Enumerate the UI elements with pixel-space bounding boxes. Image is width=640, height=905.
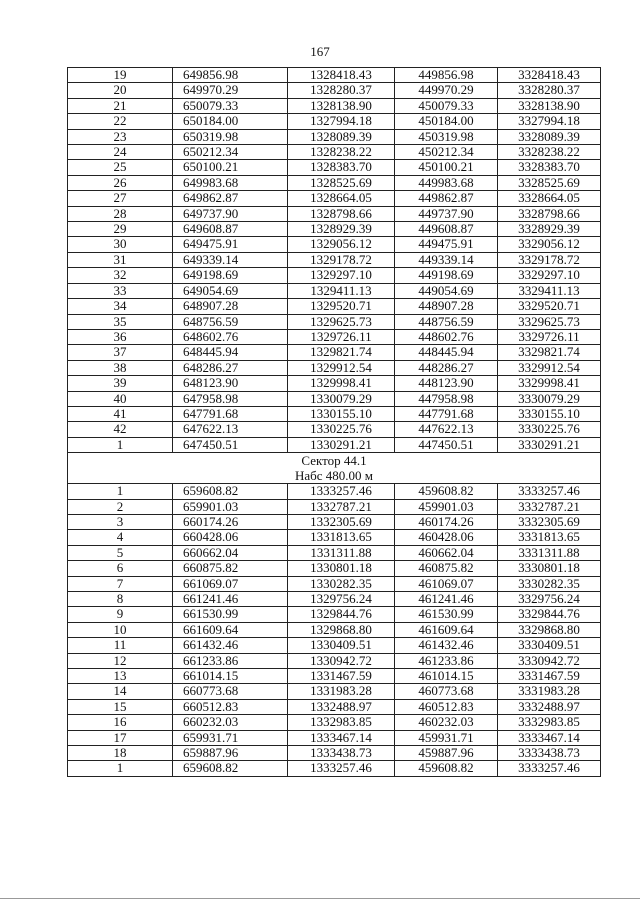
point-number-cell: 22 <box>68 114 173 129</box>
table-row <box>68 561 601 576</box>
x-coordinate-alt-cell: 449339.14 <box>395 252 498 267</box>
coordinates-table <box>67 67 601 777</box>
table-row <box>68 761 601 776</box>
x-coordinate-alt-cell: 449862.87 <box>395 191 498 206</box>
y-coordinate-alt-cell: 3328383.70 <box>498 160 601 175</box>
y-coordinate-alt-cell: 3329297.10 <box>498 268 601 283</box>
y-coordinate-cell: 1329868.80 <box>288 622 395 637</box>
x-coordinate-alt-cell: 449198.69 <box>395 268 498 283</box>
y-coordinate-cell: 1329297.10 <box>288 268 395 283</box>
table-row <box>68 699 601 714</box>
x-coordinate-cell: 650100.21 <box>173 160 288 175</box>
x-coordinate-alt-cell: 461233.86 <box>395 653 498 668</box>
x-coordinate-cell: 649198.69 <box>173 268 288 283</box>
x-coordinate-alt-cell: 449970.29 <box>395 83 498 98</box>
x-coordinate-alt-cell: 459608.82 <box>395 761 498 776</box>
point-number-cell: 1 <box>68 437 173 452</box>
x-coordinate-alt-cell: 460662.04 <box>395 545 498 560</box>
y-coordinate-alt-cell: 3328664.05 <box>498 191 601 206</box>
x-coordinate-alt-cell: 447622.13 <box>395 422 498 437</box>
y-coordinate-cell: 1330801.18 <box>288 561 395 576</box>
x-coordinate-alt-cell: 447791.68 <box>395 406 498 421</box>
y-coordinate-cell: 1331311.88 <box>288 545 395 560</box>
x-coordinate-alt-cell: 449475.91 <box>395 237 498 252</box>
y-coordinate-alt-cell: 3328525.69 <box>498 175 601 190</box>
y-coordinate-alt-cell: 3329756.24 <box>498 592 601 607</box>
x-coordinate-alt-cell: 461609.64 <box>395 622 498 637</box>
point-number-cell: 28 <box>68 206 173 221</box>
y-coordinate-cell: 1329056.12 <box>288 237 395 252</box>
x-coordinate-alt-cell: 450319.98 <box>395 129 498 144</box>
point-number-cell: 39 <box>68 376 173 391</box>
point-number-cell: 9 <box>68 607 173 622</box>
x-coordinate-cell: 650079.33 <box>173 98 288 113</box>
y-coordinate-cell: 1327994.18 <box>288 114 395 129</box>
y-coordinate-alt-cell: 3332488.97 <box>498 699 601 714</box>
x-coordinate-cell: 649475.91 <box>173 237 288 252</box>
table-row <box>68 191 601 206</box>
y-coordinate-cell: 1329411.13 <box>288 283 395 298</box>
x-coordinate-cell: 649983.68 <box>173 175 288 190</box>
table-row <box>68 437 601 452</box>
x-coordinate-cell: 649054.69 <box>173 283 288 298</box>
x-coordinate-alt-cell: 460512.83 <box>395 699 498 714</box>
x-coordinate-cell: 648445.94 <box>173 345 288 360</box>
y-coordinate-cell: 1328525.69 <box>288 175 395 190</box>
point-number-cell: 38 <box>68 360 173 375</box>
point-number-cell: 11 <box>68 638 173 653</box>
y-coordinate-cell: 1329912.54 <box>288 360 395 375</box>
point-number-cell: 4 <box>68 530 173 545</box>
y-coordinate-cell: 1332488.97 <box>288 699 395 714</box>
table-row <box>68 484 601 499</box>
point-number-cell: 7 <box>68 576 173 591</box>
x-coordinate-cell: 661241.46 <box>173 592 288 607</box>
table-row <box>68 592 601 607</box>
table-row <box>68 222 601 237</box>
y-coordinate-cell: 1331983.28 <box>288 684 395 699</box>
table-row <box>68 684 601 699</box>
y-coordinate-alt-cell: 3328238.22 <box>498 145 601 160</box>
y-coordinate-cell: 1333257.46 <box>288 761 395 776</box>
y-coordinate-cell: 1329726.11 <box>288 329 395 344</box>
x-coordinate-alt-cell: 460773.68 <box>395 684 498 699</box>
x-coordinate-alt-cell: 449054.69 <box>395 283 498 298</box>
table-row <box>68 607 601 622</box>
y-coordinate-alt-cell: 3329625.73 <box>498 314 601 329</box>
y-coordinate-cell: 1329821.74 <box>288 345 395 360</box>
point-number-cell: 36 <box>68 329 173 344</box>
y-coordinate-alt-cell: 3332983.85 <box>498 715 601 730</box>
y-coordinate-cell: 1328418.43 <box>288 68 395 83</box>
x-coordinate-cell: 649737.90 <box>173 206 288 221</box>
y-coordinate-alt-cell: 3331311.88 <box>498 545 601 560</box>
x-coordinate-cell: 649862.87 <box>173 191 288 206</box>
page-bottom-rule <box>0 898 640 899</box>
x-coordinate-cell: 659931.71 <box>173 730 288 745</box>
point-number-cell: 21 <box>68 98 173 113</box>
x-coordinate-cell: 650212.34 <box>173 145 288 160</box>
y-coordinate-alt-cell: 3330801.18 <box>498 561 601 576</box>
point-number-cell: 14 <box>68 684 173 699</box>
y-coordinate-cell: 1332787.21 <box>288 499 395 514</box>
table-row <box>68 360 601 375</box>
point-number-cell: 19 <box>68 68 173 83</box>
sector-height: Набс 480.00 м <box>294 468 374 484</box>
y-coordinate-cell: 1330155.10 <box>288 406 395 421</box>
point-number-cell: 12 <box>68 653 173 668</box>
x-coordinate-cell: 661530.99 <box>173 607 288 622</box>
y-coordinate-cell: 1333257.46 <box>288 484 395 499</box>
point-number-cell: 26 <box>68 175 173 190</box>
x-coordinate-alt-cell: 450079.33 <box>395 98 498 113</box>
sector-header-cell <box>68 453 601 484</box>
point-number-cell: 20 <box>68 83 173 98</box>
point-number-cell: 37 <box>68 345 173 360</box>
point-number-cell: 13 <box>68 669 173 684</box>
y-coordinate-cell: 1330225.76 <box>288 422 395 437</box>
y-coordinate-alt-cell: 3330155.10 <box>498 406 601 421</box>
y-coordinate-cell: 1328138.90 <box>288 98 395 113</box>
point-number-cell: 33 <box>68 283 173 298</box>
x-coordinate-cell: 650184.00 <box>173 114 288 129</box>
x-coordinate-cell: 660512.83 <box>173 699 288 714</box>
table-row <box>68 514 601 529</box>
x-coordinate-alt-cell: 449608.87 <box>395 222 498 237</box>
x-coordinate-alt-cell: 450212.34 <box>395 145 498 160</box>
y-coordinate-alt-cell: 3333257.46 <box>498 761 601 776</box>
table-row <box>68 345 601 360</box>
point-number-cell: 1 <box>68 761 173 776</box>
x-coordinate-cell: 648286.27 <box>173 360 288 375</box>
table-row <box>68 391 601 406</box>
x-coordinate-alt-cell: 461014.15 <box>395 669 498 684</box>
x-coordinate-cell: 660428.06 <box>173 530 288 545</box>
y-coordinate-alt-cell: 3328138.90 <box>498 98 601 113</box>
point-number-cell: 25 <box>68 160 173 175</box>
y-coordinate-alt-cell: 3331983.28 <box>498 684 601 699</box>
x-coordinate-cell: 661014.15 <box>173 669 288 684</box>
point-number-cell: 42 <box>68 422 173 437</box>
table-row <box>68 299 601 314</box>
y-coordinate-alt-cell: 3328089.39 <box>498 129 601 144</box>
x-coordinate-cell: 660662.04 <box>173 545 288 560</box>
page-number: 167 <box>310 44 330 59</box>
table-row <box>68 576 601 591</box>
y-coordinate-cell: 1329625.73 <box>288 314 395 329</box>
y-coordinate-cell: 1331467.59 <box>288 669 395 684</box>
x-coordinate-cell: 660174.26 <box>173 514 288 529</box>
x-coordinate-alt-cell: 449983.68 <box>395 175 498 190</box>
y-coordinate-cell: 1330079.29 <box>288 391 395 406</box>
point-number-cell: 10 <box>68 622 173 637</box>
x-coordinate-cell: 648756.59 <box>173 314 288 329</box>
coordinates-table-part-1 <box>68 68 601 453</box>
x-coordinate-alt-cell: 459887.96 <box>395 746 498 761</box>
x-coordinate-alt-cell: 459608.82 <box>395 484 498 499</box>
table-row <box>68 545 601 560</box>
y-coordinate-alt-cell: 3331467.59 <box>498 669 601 684</box>
table-row <box>68 98 601 113</box>
x-coordinate-alt-cell: 449856.98 <box>395 68 498 83</box>
point-number-cell: 17 <box>68 730 173 745</box>
y-coordinate-alt-cell: 3329998.41 <box>498 376 601 391</box>
x-coordinate-cell: 661609.64 <box>173 622 288 637</box>
sector-header <box>68 453 601 484</box>
point-number-cell: 24 <box>68 145 173 160</box>
y-coordinate-cell: 1330282.35 <box>288 576 395 591</box>
y-coordinate-alt-cell: 3329868.80 <box>498 622 601 637</box>
y-coordinate-alt-cell: 3329520.71 <box>498 299 601 314</box>
y-coordinate-alt-cell: 3330942.72 <box>498 653 601 668</box>
y-coordinate-alt-cell: 3330409.51 <box>498 638 601 653</box>
y-coordinate-cell: 1328238.22 <box>288 145 395 160</box>
y-coordinate-alt-cell: 3329912.54 <box>498 360 601 375</box>
table-row <box>68 175 601 190</box>
y-coordinate-alt-cell: 3328929.39 <box>498 222 601 237</box>
x-coordinate-alt-cell: 460174.26 <box>395 514 498 529</box>
x-coordinate-cell: 649339.14 <box>173 252 288 267</box>
table-row <box>68 206 601 221</box>
x-coordinate-cell: 648602.76 <box>173 329 288 344</box>
y-coordinate-alt-cell: 3333257.46 <box>498 484 601 499</box>
y-coordinate-cell: 1328089.39 <box>288 129 395 144</box>
y-coordinate-cell: 1331813.65 <box>288 530 395 545</box>
point-number-cell: 6 <box>68 561 173 576</box>
y-coordinate-alt-cell: 3330225.76 <box>498 422 601 437</box>
table-row <box>68 314 601 329</box>
x-coordinate-alt-cell: 460232.03 <box>395 715 498 730</box>
point-number-cell: 29 <box>68 222 173 237</box>
y-coordinate-cell: 1330942.72 <box>288 653 395 668</box>
x-coordinate-alt-cell: 461241.46 <box>395 592 498 607</box>
y-coordinate-cell: 1332983.85 <box>288 715 395 730</box>
x-coordinate-cell: 661233.86 <box>173 653 288 668</box>
x-coordinate-cell: 649856.98 <box>173 68 288 83</box>
y-coordinate-cell: 1329178.72 <box>288 252 395 267</box>
point-number-cell: 5 <box>68 545 173 560</box>
point-number-cell: 23 <box>68 129 173 144</box>
point-number-cell: 3 <box>68 514 173 529</box>
point-number-cell: 32 <box>68 268 173 283</box>
x-coordinate-cell: 650319.98 <box>173 129 288 144</box>
y-coordinate-alt-cell: 3329726.11 <box>498 329 601 344</box>
y-coordinate-alt-cell: 3329844.76 <box>498 607 601 622</box>
table-row <box>68 530 601 545</box>
x-coordinate-alt-cell: 461432.46 <box>395 638 498 653</box>
x-coordinate-alt-cell: 447958.98 <box>395 391 498 406</box>
table-row <box>68 145 601 160</box>
y-coordinate-alt-cell: 3333438.73 <box>498 746 601 761</box>
x-coordinate-alt-cell: 448445.94 <box>395 345 498 360</box>
x-coordinate-cell: 647450.51 <box>173 437 288 452</box>
y-coordinate-alt-cell: 3330079.29 <box>498 391 601 406</box>
x-coordinate-cell: 659901.03 <box>173 499 288 514</box>
y-coordinate-cell: 1333467.14 <box>288 730 395 745</box>
table-row <box>68 638 601 653</box>
x-coordinate-alt-cell: 459901.03 <box>395 499 498 514</box>
y-coordinate-cell: 1328798.66 <box>288 206 395 221</box>
y-coordinate-cell: 1328929.39 <box>288 222 395 237</box>
table-row <box>68 730 601 745</box>
x-coordinate-cell: 661069.07 <box>173 576 288 591</box>
x-coordinate-alt-cell: 447450.51 <box>395 437 498 452</box>
y-coordinate-cell: 1328664.05 <box>288 191 395 206</box>
table-row <box>68 237 601 252</box>
x-coordinate-alt-cell: 448286.27 <box>395 360 498 375</box>
point-number-cell: 30 <box>68 237 173 252</box>
table-row <box>68 68 601 83</box>
y-coordinate-alt-cell: 3331813.65 <box>498 530 601 545</box>
x-coordinate-cell: 648907.28 <box>173 299 288 314</box>
x-coordinate-cell: 660773.68 <box>173 684 288 699</box>
x-coordinate-cell: 647791.68 <box>173 406 288 421</box>
x-coordinate-alt-cell: 461530.99 <box>395 607 498 622</box>
x-coordinate-alt-cell: 461069.07 <box>395 576 498 591</box>
x-coordinate-cell: 659608.82 <box>173 761 288 776</box>
point-number-cell: 31 <box>68 252 173 267</box>
table-row <box>68 622 601 637</box>
x-coordinate-alt-cell: 450184.00 <box>395 114 498 129</box>
x-coordinate-cell: 660232.03 <box>173 715 288 730</box>
x-coordinate-alt-cell: 448602.76 <box>395 329 498 344</box>
table-row <box>68 499 601 514</box>
y-coordinate-cell: 1330409.51 <box>288 638 395 653</box>
x-coordinate-alt-cell: 460428.06 <box>395 530 498 545</box>
table-row <box>68 653 601 668</box>
y-coordinate-cell: 1329756.24 <box>288 592 395 607</box>
x-coordinate-alt-cell: 450100.21 <box>395 160 498 175</box>
point-number-cell: 1 <box>68 484 173 499</box>
table-row <box>68 669 601 684</box>
y-coordinate-alt-cell: 3328418.43 <box>498 68 601 83</box>
x-coordinate-alt-cell: 448907.28 <box>395 299 498 314</box>
x-coordinate-alt-cell: 449737.90 <box>395 206 498 221</box>
table-row <box>68 268 601 283</box>
x-coordinate-cell: 649970.29 <box>173 83 288 98</box>
y-coordinate-alt-cell: 3330291.21 <box>498 437 601 452</box>
y-coordinate-alt-cell: 3328798.66 <box>498 206 601 221</box>
x-coordinate-alt-cell: 448123.90 <box>395 376 498 391</box>
point-number-cell: 34 <box>68 299 173 314</box>
x-coordinate-cell: 648123.90 <box>173 376 288 391</box>
y-coordinate-cell: 1328383.70 <box>288 160 395 175</box>
coordinates-table-part-2 <box>68 484 601 777</box>
x-coordinate-cell: 659887.96 <box>173 746 288 761</box>
sector-title: Сектор 44.1 <box>301 453 367 469</box>
point-number-cell: 2 <box>68 499 173 514</box>
table-row <box>68 406 601 421</box>
point-number-cell: 40 <box>68 391 173 406</box>
table-row <box>68 329 601 344</box>
y-coordinate-cell: 1328280.37 <box>288 83 395 98</box>
y-coordinate-alt-cell: 3329178.72 <box>498 252 601 267</box>
x-coordinate-cell: 647622.13 <box>173 422 288 437</box>
x-coordinate-cell: 647958.98 <box>173 391 288 406</box>
y-coordinate-alt-cell: 3332787.21 <box>498 499 601 514</box>
x-coordinate-cell: 660875.82 <box>173 561 288 576</box>
y-coordinate-alt-cell: 3329821.74 <box>498 345 601 360</box>
y-coordinate-alt-cell: 3328280.37 <box>498 83 601 98</box>
point-number-cell: 27 <box>68 191 173 206</box>
table-row <box>68 422 601 437</box>
point-number-cell: 8 <box>68 592 173 607</box>
y-coordinate-cell: 1332305.69 <box>288 514 395 529</box>
y-coordinate-alt-cell: 3333467.14 <box>498 730 601 745</box>
table-row <box>68 114 601 129</box>
y-coordinate-alt-cell: 3330282.35 <box>498 576 601 591</box>
x-coordinate-alt-cell: 459931.71 <box>395 730 498 745</box>
table-row <box>68 83 601 98</box>
table-row <box>68 129 601 144</box>
y-coordinate-cell: 1329998.41 <box>288 376 395 391</box>
y-coordinate-alt-cell: 3329056.12 <box>498 237 601 252</box>
x-coordinate-cell: 661432.46 <box>173 638 288 653</box>
table-row <box>68 376 601 391</box>
point-number-cell: 15 <box>68 699 173 714</box>
table-row <box>68 160 601 175</box>
y-coordinate-alt-cell: 3329411.13 <box>498 283 601 298</box>
y-coordinate-cell: 1329520.71 <box>288 299 395 314</box>
table-row <box>68 746 601 761</box>
y-coordinate-alt-cell: 3332305.69 <box>498 514 601 529</box>
x-coordinate-cell: 659608.82 <box>173 484 288 499</box>
y-coordinate-cell: 1329844.76 <box>288 607 395 622</box>
point-number-cell: 18 <box>68 746 173 761</box>
y-coordinate-cell: 1333438.73 <box>288 746 395 761</box>
sector-header-row <box>68 453 601 484</box>
x-coordinate-alt-cell: 448756.59 <box>395 314 498 329</box>
point-number-cell: 16 <box>68 715 173 730</box>
y-coordinate-alt-cell: 3327994.18 <box>498 114 601 129</box>
x-coordinate-alt-cell: 460875.82 <box>395 561 498 576</box>
table-row <box>68 715 601 730</box>
point-number-cell: 41 <box>68 406 173 421</box>
table-row <box>68 283 601 298</box>
x-coordinate-cell: 649608.87 <box>173 222 288 237</box>
point-number-cell: 35 <box>68 314 173 329</box>
y-coordinate-cell: 1330291.21 <box>288 437 395 452</box>
table-row <box>68 252 601 267</box>
